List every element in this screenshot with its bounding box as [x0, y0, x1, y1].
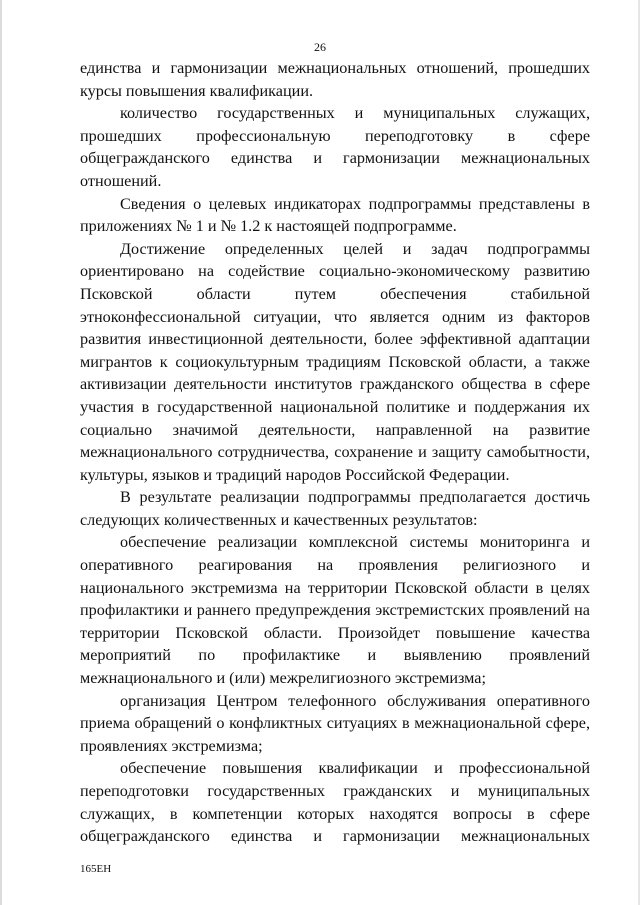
paragraph-3: Сведения о целевых индикаторах подпрограммы представлены в приложениях № 1 и № 1.2 к настоящей подпрограмме.: [80, 194, 590, 236]
paragraph-8: обеспечение повышения квалификации и профессиональной переподготовки государственных гражданских и муниципальных служащих, в компетенции которых находятся вопросы в сфере общегражданского единства и гармонизации межнациональных: [80, 759, 590, 846]
paragraph-5: В результате реализации подпрограммы предполагается достичь следующих количественных и качественных результатов:: [80, 488, 590, 529]
paragraph-7: организация Центром телефонного обслуживания оперативного приема обращений о конфликтных ситуациях в межнациональной сфере, проявлениях экстремизма;: [80, 691, 590, 755]
scan-edge-left: [0, 0, 2, 905]
paragraph-1: единства и гармонизации межнациональных отношений, прошедших курсы повышения квалификации.: [80, 59, 590, 100]
paragraph-6: обеспечение реализации комплексной системы мониторинга и оперативного реагирования на проявления религиозного и национального экстремизма на территории Псковской области в целях профилактики и раннего предупреждения экстремистских проявлений на территории Псковской области. Произойдет повышение качества мероприятий по профилактике и выявлению проявлений межнационального и (или) межрелигиозного экстремизма;: [80, 533, 590, 688]
paragraph-2: количество государственных и муниципальных служащих, прошедших профессиональную переподготовку в сфере общегражданского единства и гармонизации межнациональных отношений.: [80, 104, 590, 190]
paragraph-4: Достижение определенных целей и задач подпрограммы ориентировано на содействие социально-экономическому развитию Псковской области путем обеспечения стабильной этноконфессиональной ситуации, что является одним из факторов развития инвестиционной деятельности, более эффективной адаптации мигрантов к социокультурным традициям Псковской области, а также активизации деятельности институтов гражданского общества в сфере участия в государственной национальной политике и поддержания их социально значимой деятельности, направленной на развитие межнационального сотрудничества, сохранение и защиту самобытности, культуры, языков и традиций народов Российской Федерации.: [80, 239, 590, 484]
document-body: [80, 57, 590, 848]
page-number: 26: [314, 40, 326, 54]
document-code: 165ЕН: [80, 863, 112, 875]
